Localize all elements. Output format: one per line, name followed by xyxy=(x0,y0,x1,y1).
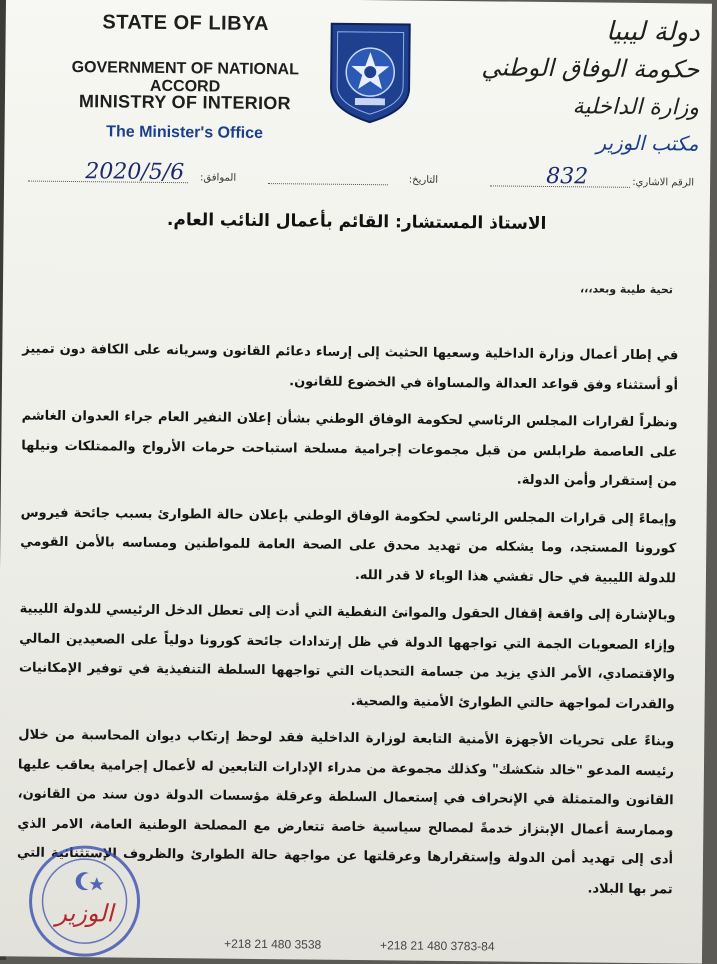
paragraph: وبناءً على تحريات الأجهزة الأمنية التابعة لوزارة الداخلية فقد لوحظ إرتكاب ديوان المحاسبة من خلال رئيسه المدعو "خالد شكشك" وكذلك مجموعة من مدراء الإدارات التابعين له لأعمال إجرامية يعاقب عليها القانون والمتمثلة في الإنحراف في إستعمال السلطة وعرقلة مؤسسات الدولة دون سند من القانون، وممارسة أعمال الإبتزاز خدمةً لمصالح سياسية خاصة تتعارض مع المصلحة الوطنية العامة، الامر الذي أدى إلى تهديد أمن الدولة وإستقرارها وعرقلتها عن مواجهة حالة الطوارئ والظروف الإستثنائية التي تمر بها البلاد. xyxy=(16,727,675,897)
ref-number-label: الرقم الاشاري: xyxy=(632,176,695,189)
header-ar-state: دولة ليبيا xyxy=(605,16,700,48)
paragraph: في إطار أعمال وزارة الداخلية وسعيها الحثيث إلى إرساء دعائم القانون وسريانه على الكافة دون تمييز أو أستثناء وفق قواعد العدالة والمساواة في الخضوع للقانون. xyxy=(22,341,679,393)
header-en-government: GOVERNMENT OF NATIONAL ACCORD xyxy=(71,58,299,96)
header-en-office: The Minister's Office xyxy=(106,123,264,143)
reference-row xyxy=(16,158,698,197)
header-en-ministry: MINISTRY OF INTERIOR xyxy=(78,91,292,114)
date-dots xyxy=(268,183,388,185)
paragraph: وإيماءً إلى قرارات المجلس الرئاسي لحكومة الوفاق الوطني بإعلان حالة الطوارئ بسبب جائحة فيروس كورونا المستجد، وما يشكله من تهديد محدق على الصحة العامة للمواطنين ومساسه بالأمن القومي للدولة الليبية في حال تفشي هذا الوباء لا قدر الله. xyxy=(20,504,677,586)
footer-phone-1: +218 21 480 3538 xyxy=(224,936,322,952)
header-ar-ministry: وزارة الداخلية xyxy=(572,94,700,121)
header-ar-government: حكومة الوفاق الوطني xyxy=(481,53,700,84)
letter-body xyxy=(16,334,678,912)
stamp-signature: الوزير xyxy=(55,898,114,928)
paragraph: ونظراً لقرارات المجلس الرئاسي لحكومة الوفاق الوطني بشأن إعلان النفير العام جراء العدوان الغاشم على العاصمة طرابلس من قبل مجموعات إجرامية مسلحة استباحت حرمات الأرواح والممتلكات ونيلها من إستقرار وأمن الدولة. xyxy=(21,408,678,490)
ref-number-value: 832 xyxy=(546,163,589,190)
letter-recipient-title: الاستاذ المستشار: القائم بأعمال النائب العام. xyxy=(166,210,547,234)
agree-label: الموافق: xyxy=(200,172,237,184)
official-stamp-icon xyxy=(18,838,149,957)
greeting: تحية طيبة وبعد،،، xyxy=(579,282,674,297)
header-ar-office: مكتب الوزير xyxy=(596,130,699,156)
footer-phone-2: +218 21 480 3783-84 xyxy=(380,938,495,954)
header-en-state: STATE OF LIBYA xyxy=(102,11,270,36)
date-label: التاريخ: xyxy=(408,174,439,186)
paragraph: وبالإشارة إلى واقعة إقفال الحقول والموانئ النفطية التي أدت إلى تعطل الدخل الرئيسي للدولة الليبية وإزاء الصعوبات الجمة التي تواجهها الدولة في ظل إرتدادات جائحة كورونا دولياً على الصعيدين المالي والإقتصادي، الأمر الذي يزيد من جسامة التحديات التي تواجهها السلطة التنفيذية في توفير الإمكانيات والقدرات لمواجهة حالتي الطوارئ الأمنية والصحية. xyxy=(18,601,676,712)
agree-date-value: 2020/5/6 xyxy=(85,159,185,186)
ministry-emblem-icon xyxy=(325,18,416,125)
